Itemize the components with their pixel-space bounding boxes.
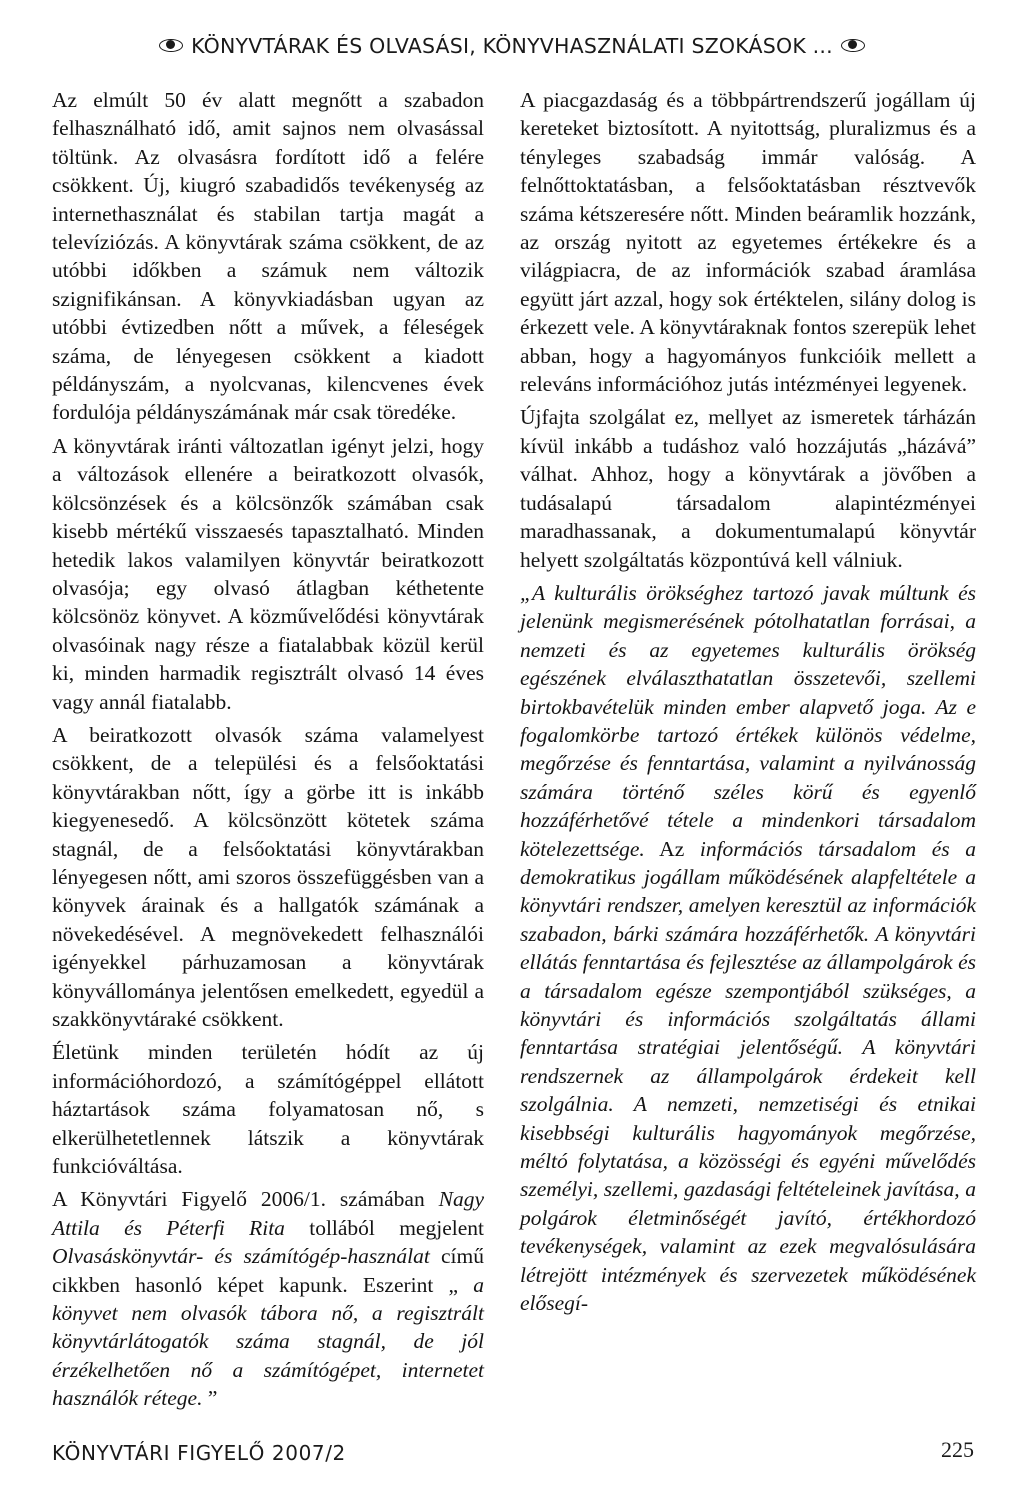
paragraph: A beiratkozott olvasók száma valamelyest csökkent, de a települési és a felsőoktatási könyvtárakban nőtt, így a görbe itt is inkább kiegyenesedő. A kölcsönzött kötetek száma stagnál, de a felsőoktatási könyvtárakban lényegesen nőtt, ami szoros összefüggésben van a könyvek árainak és a hallgatók számának a növekedésével. A megnövekedett felhasználói igényekkel párhuzamosan a könyvtárak könyvállománya jelentősen emelkedett, egyedül a szakkönyvtáraké csökkent. xyxy=(52,722,484,1031)
text-run: Az xyxy=(644,836,700,861)
running-header xyxy=(0,34,1024,58)
running-header-title: KÖNYVTÁRAK ÉS OLVASÁSI, KÖNYVHASZNÁLATI SZOKÁSOK ... xyxy=(191,34,833,58)
paragraph xyxy=(520,579,976,1318)
left-column xyxy=(52,86,484,1426)
journal-footer: KÖNYVTÁRI FIGYELŐ 2007/2 xyxy=(52,1441,346,1465)
eye-ornament-icon xyxy=(841,38,865,52)
quotation: információs társadalom és a demokratikus jogállam működésének alapfeltétele a könyvtári rendszer, amelyen keresztül az információk szabadon, bárki számára hozzáférhetők. A könyvtári ellátás fenntartása és fejlesztése az állampolgárok és a társadalom egésze szempontjából szükséges, a könyvtári és információs szolgáltatás állami fenntartása stratégiai jelentőségű. A könyvtári rendszernek az állampolgárok érdekeit kell szolgálnia. A nemzeti, nemzetiségi és etnikai kisebbségi kulturális hagyományok megőrzése, méltó folytatása, a közösségi és egyéni művelődés személyi, szellemi, gazdasági feltételeinek javítása, a polgárok életminőségét javító, értékhordozó tevékenységek, valamint az ezek megvalósulására létrejött intézmények és szervezetek működésének elősegí- xyxy=(520,836,976,1316)
text-run: A Könyvtári Figyelő 2006/1. számában xyxy=(52,1187,439,1212)
text-run: ” xyxy=(202,1386,218,1411)
paragraph: Újfajta szolgálat ez, mellyet az ismeretek tárházán kívül inkább a tudáshoz való hozzájutás „házává” válhat. Ahhoz, hogy a könyvtárak a jövőben a tudásalapú társadalom alapintézményei maradhassanak, a dokumentumalapú könyvtár helyett szolgáltatás központúvá kell válniuk. xyxy=(520,405,976,572)
paragraph xyxy=(52,1185,484,1412)
article-title: Olvasáskönyvtár- és számítógép-használat xyxy=(52,1244,430,1269)
text-run: című cikkben hasonló képet kapunk. Eszerint „ xyxy=(52,1244,484,1297)
text-run: tollából megjelent xyxy=(284,1215,484,1240)
paragraph: A könyvtárak iránti változatlan igényt jelzi, hogy a változások ellenére a beiratkozott olvasók, kölcsönzések és a kölcsönzők számában csak kisebb mértékű visszaesés tapasztalható. Minden hetedik lakos valamilyen könyvtár beiratkozott olvasója; egy olvasó átlagban kéthetente kölcsönöz könyvet. A közművelődési könyvtárak olvasóinak nagy része a fiatalabbak közül kerül ki, minden harmadik regisztrált olvasó 14 éves vagy annál fiatalabb. xyxy=(52,433,484,714)
paragraph: Életünk minden területén hódít az új információhordozó, a számítógéppel ellátott háztartások száma folyamatosan nő, s elkerülhetetlennek látszik a könyvtárak funkcióváltása. xyxy=(52,1040,484,1179)
right-column xyxy=(520,86,976,1426)
page-number: 225 xyxy=(941,1437,974,1462)
paragraph: A piacgazdaság és a többpártrendszerű jogállam új kereteket biztosított. A nyitottság, pluralizmus és a tényleges szabadság immár valóság. A felnőttoktatásban, a felsőoktatásban résztvevők száma kétszeresére nőtt. Minden beáramlik hozzánk, az ország nyitott az egyetemes értékekre és a világpiacra, de az információk szabad áramlása együtt járt azzal, hogy sok értéktelen, silány dolog is érkezett vele. A könyvtáraknak fontos szerepük lehet abban, hogy a hagyományos funkcióik mellett a releváns információhoz jutás intézményei legyenek. xyxy=(520,88,976,397)
eye-ornament-icon xyxy=(159,38,183,52)
quotation: a könyvet nem olvasók tábora nő, a regisztrált könyvtárlátogatók száma stagnál, de jól érzékelhetően nő a számítógépet, internetet használók rétege. xyxy=(52,1272,485,1411)
author-names: Nagy Attila és Péterfi Rita xyxy=(52,1187,484,1240)
paragraph: Az elmúlt 50 év alatt megnőtt a szabadon felhasználható idő, amit sajnos nem olvasással töltünk. Az olvasásra fordított idő a felére csökkent. Új, kiugró szabadidős tevékenység az internethasználat és stabilan tartja magát a televíziózás. A könyvtárak száma csökkent, de az utóbbi időkben a számuk nem változik szignifikánsan. A könyvkiadásban ugyan az utóbbi évtizedben nőtt a művek, a féleségek száma, de lényegesen csökkent a kiadott példányszám, a nyolcvanas, kilencvenes évek fordulója példányszámának már csak töredéke. xyxy=(52,88,484,425)
quotation: „A kulturális örökséghez tartozó javak múltunk és jelenünk megismerésének pótolhatatlan forrásai, a nemzeti és az egyetemes kulturális örökség egészének elválaszthatatlan összetevői, szellemi birtokbavételük minden ember alapvető joga. Az e fogalomkörbe tartozó értékek különös védelme, megőrzése és fenntartása, valamint a nyilvánosság számára történő széles körű és egyenlő hozzáférhetővé tétele a mindenkori társadalom kötelezettsége. xyxy=(520,580,976,861)
